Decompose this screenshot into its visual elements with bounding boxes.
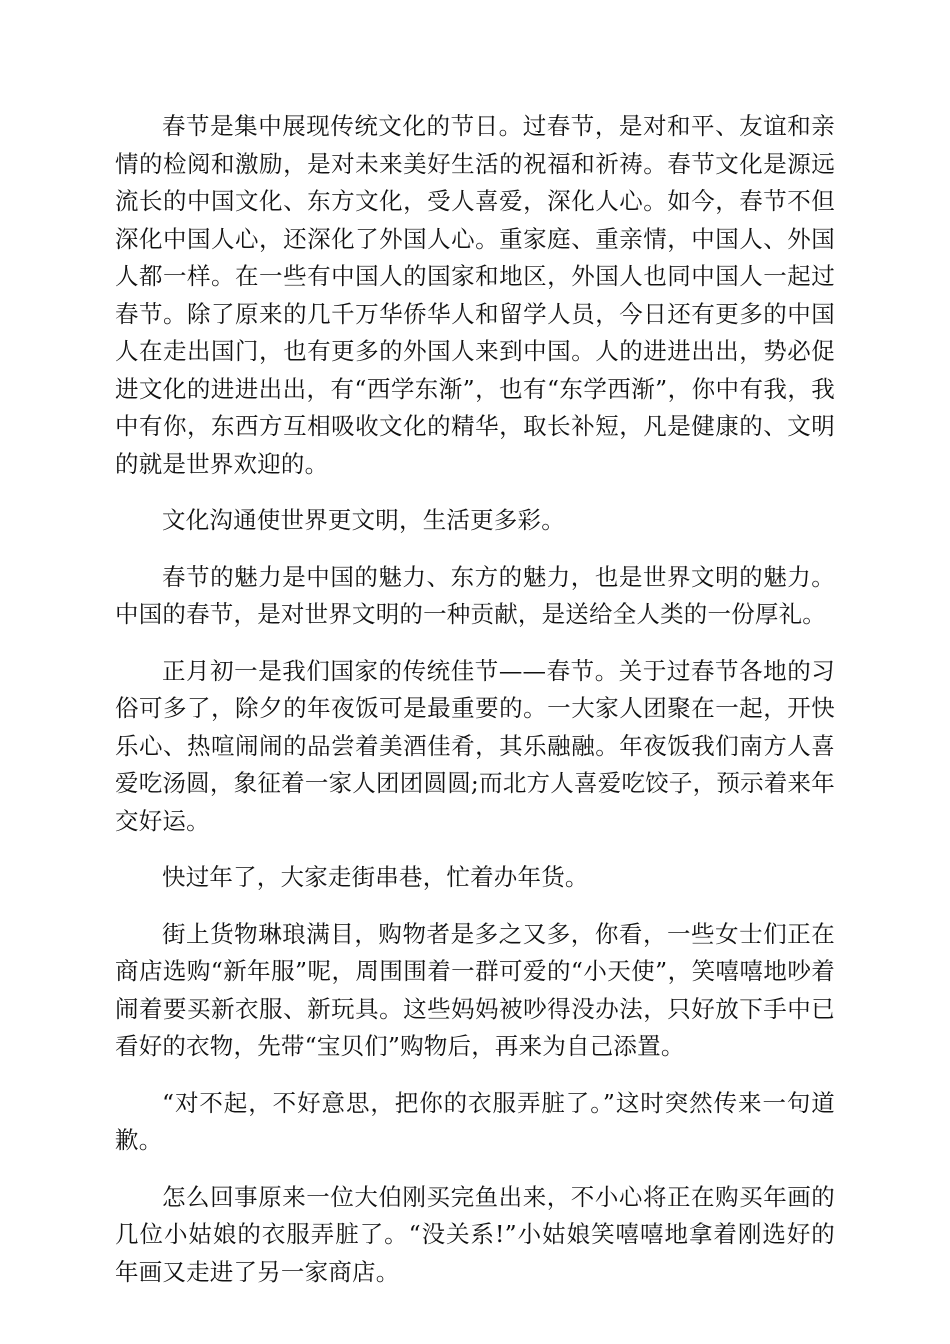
paragraph-festival-charm: 春节的魅力是中国的魅力、东方的魅力，也是世界文明的魅力。中国的春节，是对世界文明的一种贡献，是送给全人类的一份厚礼。: [115, 562, 835, 628]
paragraph-no-problem: 怎么回事原来一位大伯刚买完鱼出来，不小心将正在购买年画的几位小姑娘的衣服弄脏了。“没关系!”小姑娘笑嘻嘻地拿着刚选好的年画又走进了另一家商店。: [115, 1182, 835, 1286]
paragraph-new-year-shopping: 快过年了，大家走街串巷，忙着办年货。: [162, 863, 589, 891]
document-page: [115, 108, 835, 1310]
paragraph-cultural-exchange: 文化沟通使世界更文明，生活更多彩。: [162, 506, 565, 534]
paragraph-spring-festival-culture: 春节是集中展现传统文化的节日。过春节，是对和平、友谊和亲情的检阅和激励，是对未来美好生活的祝福和祈祷。春节文化是源远流长的中国文化、东方文化，受人喜爱，深化人心。如今，春节不但深化中国人心，还深化了外国人心。重家庭、重亲情，中国人、外国人都一样。在一些有中国人的国家和地区，外国人也同中国人一起过春节。除了原来的几千万华侨华人和留学人员，今日还有更多的中国人在走出国门，也有更多的外国人来到中国。人的进进出出，势必促进文化的进进出出，有“西学东渐”，也有“东学西渐”，你中有我，我中有你，东西方互相吸收文化的精华，取长补短，凡是健康的、文明的就是世界欢迎的。: [115, 112, 835, 478]
paragraph-street-scene: 街上货物琳琅满目，购物者是多之又多，你看，一些女士们正在商店选购“新年服”呢，周围围着一群可爱的“小天使”，笑嘻嘻地吵着闹着要买新衣服、新玩具。这些妈妈被吵得没办法，只好放下手中已看好的衣物，先带“宝贝们”购物后，再来为自己添置。: [115, 919, 835, 1060]
paragraph-new-year-dinner: 正月初一是我们国家的传统佳节——春节。关于过春节各地的习俗可多了，除夕的年夜饭可是最重要的。一大家人团聚在一起，开快乐心、热喧闹闹的品尝着美酒佳肴，其乐融融。年夜饭我们南方人喜爱吃汤圆，象征着一家人团团圆圆;而北方人喜爱吃饺子，预示着来年交好运。: [115, 656, 835, 835]
paragraph-apology: “对不起，不好意思，把你的衣服弄脏了。”这时突然传来一句道歉。: [115, 1088, 835, 1154]
